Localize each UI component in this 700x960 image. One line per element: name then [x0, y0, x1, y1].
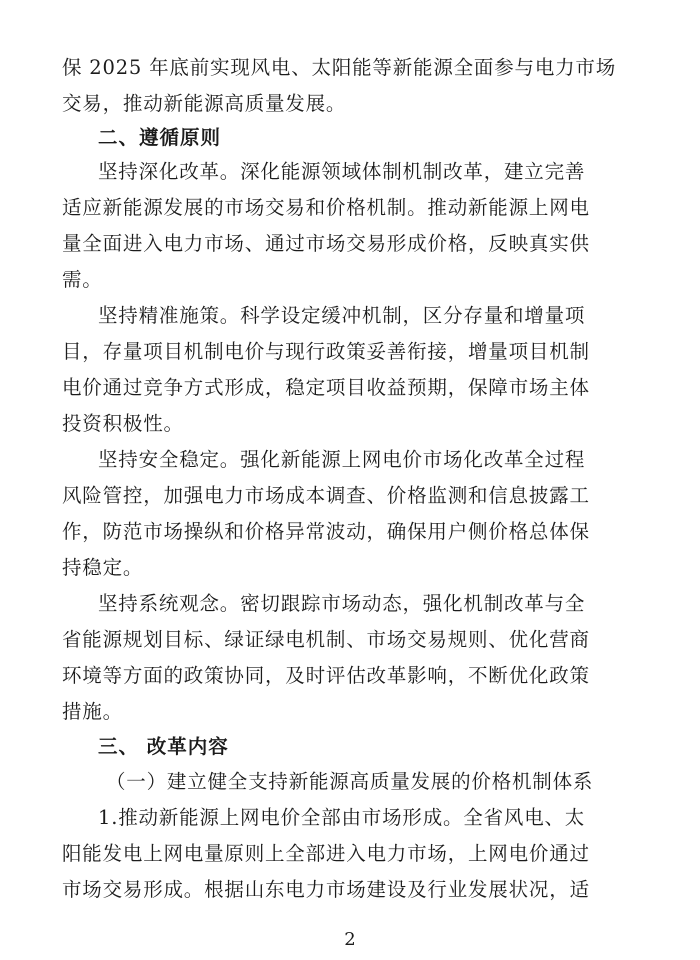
body-line: 风险管控，加强电力市场成本调查、价格监测和信息披露工	[62, 484, 590, 507]
body-line: 保 2025 年底前实现风电、太阳能等新能源全面参与电力市场	[62, 56, 617, 79]
body-line: 措施。	[62, 700, 123, 723]
paragraph-line: 坚持安全稳定。强化新能源上网电价市场化改革全过程	[98, 448, 586, 471]
body-line: 阳能发电上网电量原则上全部进入电力市场，上网电价通过	[62, 842, 590, 865]
body-line: 投资积极性。	[62, 412, 184, 435]
body-line: 作，防范市场操纵和价格异常波动，确保用户侧价格总体保	[62, 520, 590, 543]
body-line: 环境等方面的政策协同，及时评估改革影响，不断优化政策	[62, 664, 590, 687]
body-line: 持稳定。	[62, 556, 144, 579]
section-heading-principles: 二、遵循原则	[98, 126, 222, 149]
body-line: 需。	[62, 268, 103, 291]
paragraph-line: 坚持深化改革。深化能源领域体制机制改革，建立完善	[98, 160, 586, 183]
body-line: 电价通过竞争方式形成，稳定项目收益预期，保障市场主体	[62, 376, 590, 399]
body-line: 交易，推动新能源高质量发展。	[62, 92, 347, 115]
body-line: 省能源规划目标、绿证绿电机制、市场交易规则、优化营商	[62, 628, 590, 651]
page-number: 2	[344, 929, 356, 950]
body-line: 市场交易形成。根据山东电力市场建设及行业发展状况，适	[62, 878, 590, 901]
paragraph-line: 1.推动新能源上网电价全部由市场形成。全省风电、太	[98, 806, 586, 829]
paragraph-line: 坚持精准施策。科学设定缓冲机制，区分存量和增量项	[98, 304, 586, 327]
body-line: 目，存量项目机制电价与现行政策妥善衔接，增量项目机制	[62, 340, 590, 363]
body-line: 量全面进入电力市场、通过市场交易形成价格，反映真实供	[62, 232, 590, 255]
paragraph-line: 坚持系统观念。密切跟踪市场动态，强化机制改革与全	[98, 592, 586, 615]
subsection-heading: （一）建立健全支持新能源高质量发展的价格机制体系	[106, 770, 594, 793]
body-line: 适应新能源发展的市场交易和价格机制。推动新能源上网电	[62, 196, 590, 219]
section-heading-reform-content: 三、 改革内容	[98, 735, 229, 758]
